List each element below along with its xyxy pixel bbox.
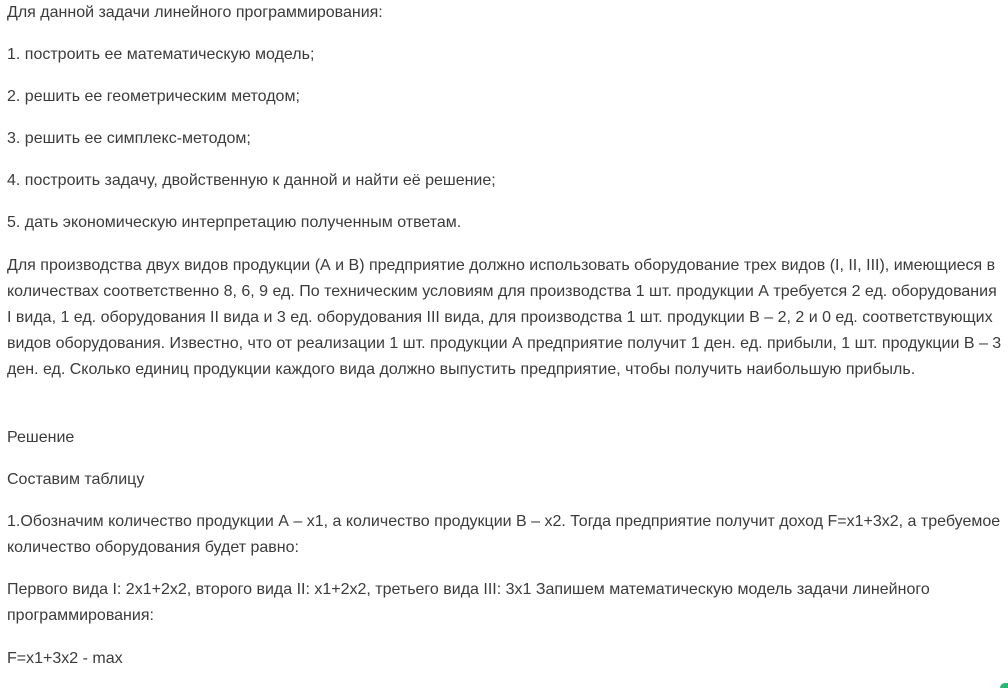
equipment-requirements: Первого вида I: 2x1+2x2, второго вида II: x1+2x2, третьего вида III: 3x1 Запишем математическую модель задачи линейного программирования: (7, 581, 930, 624)
objective-function: F=x1+3x2 - max (7, 650, 123, 667)
task-item-4: 4. построить задачу, двойственную к данной и найти её решение; (7, 172, 496, 189)
variables-definition: 1.Обозначим количество продукции А – x1, а количество продукции В – x2. Тогда предприятие получит доход F=x1+3x2, а требуемое количество оборудования будет равно: (7, 513, 1001, 556)
problem-statement: Для производства двух видов продукции (А и В) предприятие должно использовать оборудование трех видов (I, II, III), имеющиеся в количествах соответственно 8, 6, 9 ед. По техническим условиям для производства 1 шт. продукции А требуется 2 ед. оборудования I вида, 1 ед. оборудования II вида и 3 ед. оборудования III вида, для производства 1 шт. продукции В – 2, 2 и 0 ед. соответствующих видов оборудования. Известно, что от реализации 1 шт. продукции А предприятие получит 1 ден. ед. прибыли, 1 шт. продукции В – 3 ден. ед. Сколько единиц продукции каждого вида должно выпустить предприятие, чтобы получить наибольшую прибыль. (7, 257, 1002, 378)
task-item-2: 2. решить ее геометрическим методом; (7, 88, 300, 105)
task-item-3: 3. решить ее симплекс-методом; (7, 130, 251, 147)
task-item-1: 1. построить ее математическую модель; (7, 46, 315, 63)
task-intro: Для данной задачи линейного программирования: (7, 4, 383, 21)
solution-heading: Решение (7, 429, 75, 446)
task-item-5: 5. дать экономическую интерпретацию полученным ответам. (7, 214, 462, 231)
scroll-corner-indicator (1000, 683, 1008, 688)
table-intro: Составим таблицу (7, 471, 145, 488)
